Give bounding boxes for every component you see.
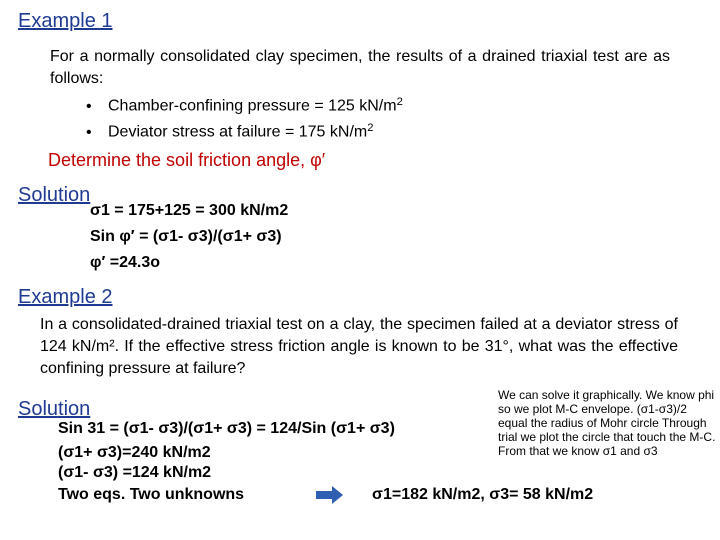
unit-superscript: 2 <box>367 122 374 134</box>
unit-superscript: 2 <box>396 96 403 108</box>
example-1-equation-3: φ′ =24.3o <box>90 254 160 271</box>
example-1-equation-1: σ1 = 175+125 = 300 kN/m2 <box>90 202 289 219</box>
example-2-line-3: (σ1- σ3) =124 kN/m2 <box>58 464 212 481</box>
example-1-question: Determine the soil friction angle, φ′ <box>48 150 326 170</box>
bullet-text: Deviator stress at failure = 175 kN/m <box>108 123 368 141</box>
example-1-equation-2: Sin φ′ = (σ1- σ3)/(σ1+ σ3) <box>90 228 282 245</box>
bullet-text: Chamber-confining pressure = 125 kN/m <box>108 97 397 115</box>
example-2-solution-heading: Solution <box>18 398 91 420</box>
right-arrow-icon <box>316 486 344 504</box>
example-2-problem: In a consolidated-drained triaxial test on a clay, the specimen failed at a deviator stress of 124 kN/m². If the effective stress friction angle is known to be 31°, what was the effective confining pressure at failure? <box>40 316 678 377</box>
example-1-problem: For a normally consolidated clay specimen, the results of a drained triaxial test are as follows: <box>50 48 670 87</box>
example-2-result: σ1=182 kN/m2, σ3= 58 kN/m2 <box>372 486 594 503</box>
example-2-line-4: Two eqs. Two unknowns <box>58 486 245 503</box>
example-1-heading: Example 1 <box>18 10 113 32</box>
example-2-line-1: Sin 31 = (σ1- σ3)/(σ1+ σ3) = 124/Sin (σ1+ σ3) <box>58 420 395 437</box>
bullet-dot-icon: • <box>86 123 92 141</box>
graphical-note: We can solve it graphically. We know phi so we plot M-C envelope. (σ1-σ3)/2 equal the radius of Mohr circle Through trial we plot the circle that touch the M-C. From that we know σ1 and σ3 <box>498 388 716 458</box>
example-2-line-2: (σ1+ σ3)=240 kN/m2 <box>58 444 211 461</box>
example-1-bullet-1 <box>86 96 403 116</box>
example-1-solution-heading: Solution <box>18 184 91 206</box>
example-2-heading: Example 2 <box>18 286 113 308</box>
bullet-dot-icon: • <box>86 97 92 115</box>
example-1-bullet-2 <box>86 122 373 142</box>
